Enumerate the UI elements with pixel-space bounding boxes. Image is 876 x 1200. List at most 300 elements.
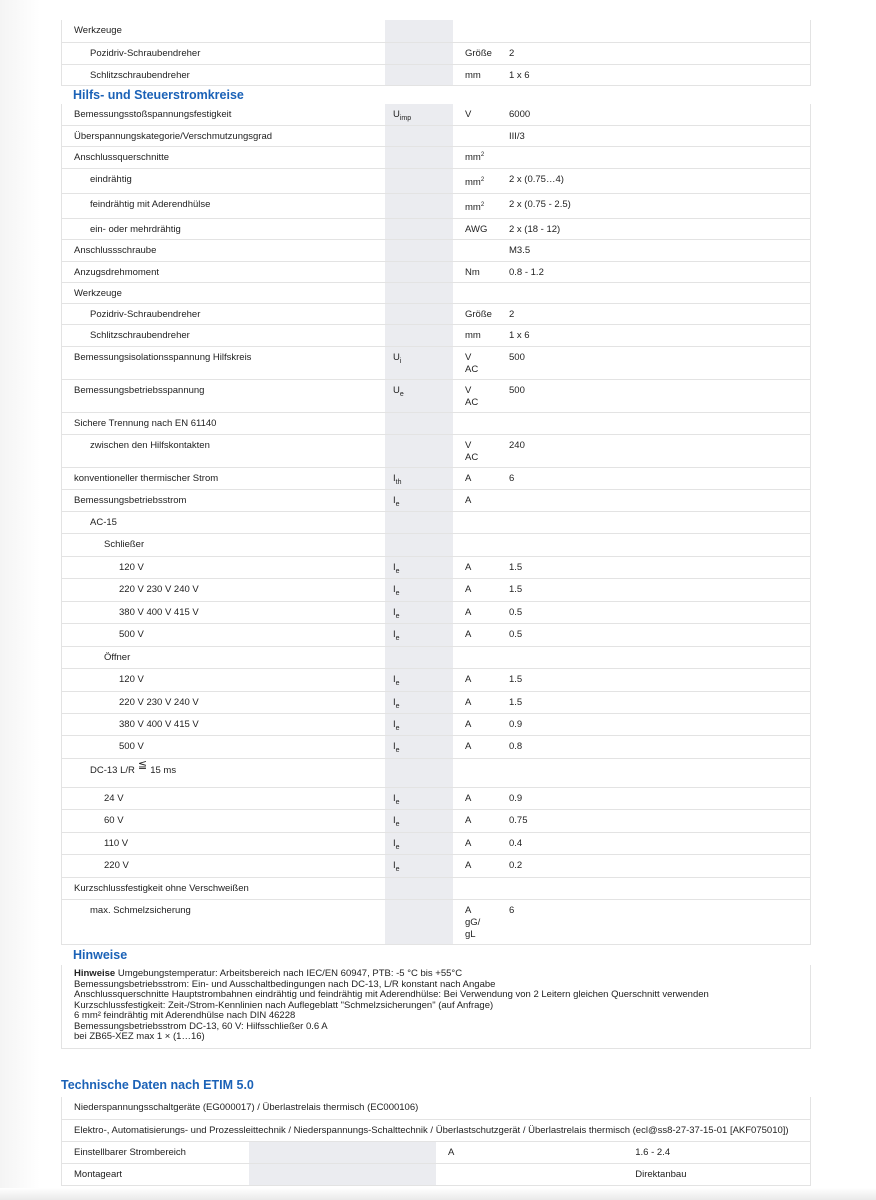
spec-row [62,380,811,413]
spec-label-cell [62,304,386,325]
spec-symbol-cell [385,169,453,194]
spec-symbol-cell [385,347,453,380]
spec-value-cell [497,714,811,736]
spec-label-text: 110 V [104,838,129,849]
spec-row [62,413,811,435]
unit-text: V [465,352,472,363]
spec-symbol-cell [385,490,453,512]
spec-unit [465,147,497,164]
spec-symbol-cell [385,304,453,325]
unit-text: A [465,607,472,618]
spec-value: 6 [509,905,515,916]
spec-label-cell [62,64,386,85]
spec-symbol-cell [385,557,453,579]
spec-label-cell [62,240,386,262]
hinweise-box [61,965,811,1049]
spec-label-text: Anzugsdrehmoment [74,267,160,278]
spec-label-text: Kurzschlussfestigkeit ohne Verschweißen [74,883,249,894]
spec-label-text: Bemessungsbetriebsstrom [74,495,187,506]
spec-unit-cell [453,833,497,855]
etim-unit: A [448,1146,455,1158]
spec-label-cell [62,647,386,669]
hinweise-line: Kurzschlussfestigkeit: Zeit-/Strom-Kennlinien nach Auflegeblatt "Schmelzsicherungen" (auf Anfrage) [74,999,494,1011]
spec-value-cell [497,169,811,194]
spec-symbol-cell [385,194,453,219]
spec-label [74,283,385,300]
spec-symbol [393,602,453,619]
spec-label [74,557,385,574]
spec-value: III/3 [509,131,525,142]
spec-unit [465,43,497,60]
spec-unit [465,126,497,131]
etim-label: Montageart [74,1168,123,1180]
spec-unit-cell [453,42,497,64]
spec-unit-cell [453,647,497,669]
spec-row [62,512,811,534]
spec-unit-cell [453,20,497,42]
spec-value: 0.9 [509,793,523,804]
spec-row [62,759,811,788]
spec-unit [465,534,497,539]
spec-value-cell [497,283,811,304]
spec-unit [465,557,497,574]
spec-unit [465,65,497,82]
unit-text: AWG [465,224,488,235]
spec-unit-cell [453,855,497,878]
symbol-text: I [393,607,396,618]
etim-row [62,1141,811,1163]
etim-unit [448,1164,623,1169]
spec-symbol-cell [385,692,453,714]
hinweise-line: Bemessungsbetriebsstrom DC-13, 60 V: Hilfsschließer 0.6 A [74,1020,328,1032]
unit-text: Größe [465,47,492,59]
symbol-sub: i [399,358,402,365]
symbol-sub: e [395,501,400,508]
spec-symbol [393,512,453,517]
spec-symbol [393,147,453,152]
page-bottom-edge [0,1188,876,1200]
spec-unit [465,347,497,376]
spec-unit [465,579,497,596]
spec-value [509,759,810,764]
spec-value-cell [497,759,811,788]
unit-text: A [465,838,472,849]
spec-label-text: Bemessungsisolationsspannung Hilfskreis [74,352,252,363]
spec-row [62,42,811,64]
unit-text: mm [465,152,481,163]
spec-symbol-cell [385,579,453,602]
symbol-text: I [393,793,396,804]
spec-value-cell [497,262,811,283]
spec-value: 2 x (0.75 - 2.5) [509,199,571,210]
spec-unit [465,194,497,214]
spec-label-cell [62,624,386,647]
spec-label-text: 220 V 230 V 240 V [119,697,199,708]
spec-value-cell [497,435,811,468]
page-edge-shadow [0,0,40,1200]
spec-symbol [393,283,453,288]
etim-class-row [62,1097,811,1119]
spec-value-cell [497,579,811,602]
spec-row [62,169,811,194]
hinweise-first-text: Umgebungstemperatur: Arbeitsbereich nach IEC/EN 60947, PTB: -5 °C bis +55°C [117,968,463,979]
symbol-text: I [393,584,396,595]
spec-value: 2 x (0.75…4) [509,174,564,185]
symbol-sub: e [399,391,404,398]
spec-unit-cell [453,262,497,283]
spec-unit-cell [453,64,497,85]
spec-symbol-cell [385,104,453,126]
spec-label-text: Öffner [104,652,131,663]
spec-row [62,647,811,669]
spec-label [74,20,385,37]
symbol-text: U [393,385,400,396]
section-title-hinweise: Hinweise [73,948,128,962]
hinweise-lines [74,980,798,1043]
spec-label-cell [62,219,386,240]
symbol-text: I [393,741,396,752]
spec-value-cell [497,240,811,262]
spec-unit-cell [453,240,497,262]
spec-symbol [393,647,453,652]
spec-label [74,534,385,551]
spec-unit-cell [453,534,497,557]
etim-value-cell [623,1141,810,1163]
unit-text: mm [465,177,481,188]
symbol-text: I [393,629,396,640]
spec-label-cell [62,534,386,557]
hinweise-line: bei ZB65-XEZ max 1 × (1…16) [74,1031,205,1042]
spec-value: 1 x 6 [509,330,530,341]
spec-symbol-cell [385,878,453,900]
spec-symbol [393,534,453,539]
spec-value: 500 [509,352,525,363]
spec-label-cell [62,490,386,512]
spec-value [509,20,810,25]
spec-label-text: 500 V [119,741,144,752]
etim-unit-cell [436,1163,623,1185]
spec-label [74,104,385,121]
spec-value: 1.5 [509,697,523,708]
spec-row [62,126,811,147]
spec-symbol [393,788,453,805]
symbol-text: I [393,697,396,708]
spec-value: 1.5 [509,562,523,573]
spec-label [74,855,385,872]
spec-symbol [393,900,453,905]
symbol-text: I [393,674,396,685]
spec-label-cell [62,602,386,624]
spec-label-cell [62,325,386,347]
spec-unit-cell [453,759,497,788]
spec-label-cell [62,380,386,413]
spec-row [62,833,811,855]
spec-label-cell [62,900,386,945]
spec-label-cell [62,714,386,736]
etim-unit-cell [436,1141,623,1163]
spec-label-text: Werkzeuge [74,288,122,299]
spec-symbol [393,435,453,440]
etim-symbol-cell [249,1163,436,1185]
spec-value-cell [497,557,811,579]
spec-symbol-cell [385,240,453,262]
spec-unit-cell [453,900,497,945]
spec-row [62,602,811,624]
spec-label-cell [62,194,386,219]
etim-table [61,1097,811,1186]
spec-symbol [393,579,453,596]
spec-symbol [393,104,453,121]
symbol-text: I [393,838,396,849]
spec-label-cell [62,126,386,147]
spec-value [509,647,810,652]
spec-row [62,147,811,169]
spec-label-text: 220 V [104,860,129,871]
hinweise-line: 6 mm² feindrähtig mit Aderendhülse nach DIN 46228 [74,1010,296,1021]
spec-symbol [393,347,453,364]
spec-label [74,325,385,342]
spec-label [74,435,385,452]
spec-value-cell [497,669,811,692]
symbol-sub: e [395,866,400,873]
spec-unit [465,240,497,245]
spec-row [62,64,811,85]
symbol-sub: e [395,703,400,710]
spec-row [62,20,811,42]
spec-symbol [393,169,453,174]
spec-unit [465,624,497,641]
spec-value-cell [497,219,811,240]
spec-value-cell [497,147,811,169]
symbol-sub: e [395,590,400,597]
spec-value-cell [497,468,811,490]
spec-label-cell [62,262,386,283]
spec-label-text: Pozidriv-Schraubendreher [90,47,201,59]
etim-class-text: Elektro-, Automatisierungs- und Prozessleittechnik / Niederspannungs-Schalttechnik / Überlastschutzgerät / Überlastrelais thermisch (ecl@ss8-27-37-15-01 [AKF075010]) [74,1124,789,1136]
spec-symbol-cell [385,413,453,435]
spec-symbol-cell [385,833,453,855]
spec-symbol-cell [385,64,453,85]
spec-value: 0.5 [509,607,523,618]
spec-value: 1.5 [509,584,523,595]
spec-value-cell [497,736,811,759]
spec-label [74,647,385,664]
spec-label-cell [62,20,386,42]
spec-symbol-cell [385,759,453,788]
spec-unit-cell [453,219,497,240]
spec-row [62,788,811,810]
spec-row [62,219,811,240]
spec-unit [465,669,497,686]
spec-label [74,512,385,529]
spec-label-cell [62,759,386,788]
symbol-sub: e [395,747,400,754]
spec-symbol [393,810,453,827]
section-title-hilfs: Hilfs- und Steuerstromkreise [73,87,244,102]
spec-unit-cell [453,490,497,512]
spec-unit [465,833,497,850]
symbol-text: I [393,473,396,484]
spec-row [62,325,811,347]
spec-label-text: Bemessungsstoßspannungsfestigkeit [74,108,232,120]
spec-row [62,669,811,692]
spec-label [74,380,385,397]
spec-label-cell [62,104,386,126]
spec-value-cell [497,833,811,855]
spec-unit-cell [453,624,497,647]
spec-symbol [393,624,453,641]
spec-value-cell [497,104,811,126]
spec-label-cell [62,736,386,759]
unit-text: mm [465,69,481,81]
spec-value [509,283,810,288]
spec-row [62,624,811,647]
unit-text: A [465,495,472,506]
unit-text: mm [465,202,481,213]
spec-label-cell [62,810,386,833]
spec-row [62,468,811,490]
spec-unit [465,262,497,279]
spec-unit [465,759,497,764]
spec-symbol [393,219,453,224]
spec-value [509,413,810,418]
spec-value-cell [497,304,811,325]
spec-value: 0.5 [509,629,523,640]
spec-symbol-cell [385,512,453,534]
spec-value-cell [497,126,811,147]
spec-label [74,65,385,82]
spec-symbol-cell [385,602,453,624]
spec-symbol-cell [385,468,453,490]
spec-value: 0.4 [509,838,523,849]
spec-unit-cell [453,669,497,692]
spec-value: 2 x (18 - 12) [509,224,561,235]
spec-value-cell [497,602,811,624]
spec-row [62,194,811,219]
spec-symbol [393,833,453,850]
spec-label-cell [62,413,386,435]
spec-value: 6000 [509,108,531,120]
spec-unit-cell [453,283,497,304]
spec-unit-cell [453,435,497,468]
spec-unit-cell [453,169,497,194]
spec-symbol [393,692,453,709]
spec-label [74,413,385,430]
spec-label [74,490,385,507]
spec-symbol-cell [385,534,453,557]
spec-label-tail: 15 ms [150,765,177,776]
spec-label-text: konventioneller thermischer Strom [74,473,219,484]
symbol-sub: e [395,680,400,687]
spec-label-cell [62,579,386,602]
spec-label-text: Werkzeuge [74,25,122,36]
unit-text: A [465,473,472,484]
spec-value-cell [497,380,811,413]
unit-text: Nm [465,267,480,278]
spec-unit [465,692,497,709]
spec-symbol-cell [385,147,453,169]
spec-label [74,759,385,777]
spec-unit-cell [453,325,497,347]
unit-line-2: AC [465,452,479,463]
spec-label-text: Schlitzschraubendreher [90,69,190,81]
hinweise-line: Bemessungsbetriebsstrom: Ein- und Ausschaltbedingungen nach DC-13, L/R konstant nach Angabe [74,978,496,990]
spec-label [74,126,385,143]
spec-label-cell [62,147,386,169]
spec-label-text: 120 V [119,562,144,573]
spec-unit [465,468,497,485]
spec-row [62,435,811,468]
unit-line-3: gL [465,929,476,940]
spec-value-cell [497,647,811,669]
spec-unit-cell [453,147,497,169]
spec-unit [465,810,497,827]
spec-sheet [61,20,811,1049]
symbol-text: I [393,860,396,871]
spec-symbol [393,20,453,25]
spec-row [62,900,811,945]
unit-text: A [465,905,472,916]
spec-symbol-cell [385,624,453,647]
spec-label-cell [62,468,386,490]
spec-label [74,736,385,753]
spec-value-cell [497,42,811,64]
spec-row [62,490,811,512]
spec-label [74,692,385,709]
symbol-text: I [393,562,396,573]
spec-unit [465,304,497,321]
spec-label-cell [62,855,386,878]
spec-label-cell [62,692,386,714]
werkzeuge-table [61,20,811,86]
unit-text: A [465,741,472,752]
spec-unit-cell [453,810,497,833]
spec-symbol [393,878,453,883]
spec-symbol [393,240,453,245]
spec-symbol-cell [385,262,453,283]
symbol-text: I [393,719,396,730]
etim-class-row [62,1119,811,1141]
spec-unit [465,283,497,288]
spec-value-cell [497,20,811,42]
spec-label-text: DC-13 L/R [90,765,135,776]
spec-value: 0.8 [509,741,523,752]
spec-value-cell [497,900,811,945]
spec-label-text: Schließer [104,539,145,550]
spec-symbol [393,43,453,48]
spec-row [62,810,811,833]
symbol-sub: e [395,844,400,851]
spec-unit-cell [453,736,497,759]
etim-value-cell [623,1163,810,1185]
spec-value-cell [497,878,811,900]
spec-value: 2 [509,309,515,320]
spec-label [74,669,385,686]
spec-label-text: ein- oder mehrdrähtig [90,224,181,235]
spec-value [509,878,810,883]
unit-line-2: gG/ [465,917,481,928]
spec-unit [465,219,497,236]
symbol-text: U [393,352,400,363]
spec-symbol [393,490,453,507]
spec-label-text: feindrähtig mit Aderendhülse [90,199,211,210]
spec-value-cell [497,855,811,878]
spec-label-text: 60 V [104,815,124,826]
unit-line-2: AC [465,397,479,408]
spec-unit [465,20,497,25]
spec-unit [465,435,497,464]
spec-unit [465,855,497,872]
